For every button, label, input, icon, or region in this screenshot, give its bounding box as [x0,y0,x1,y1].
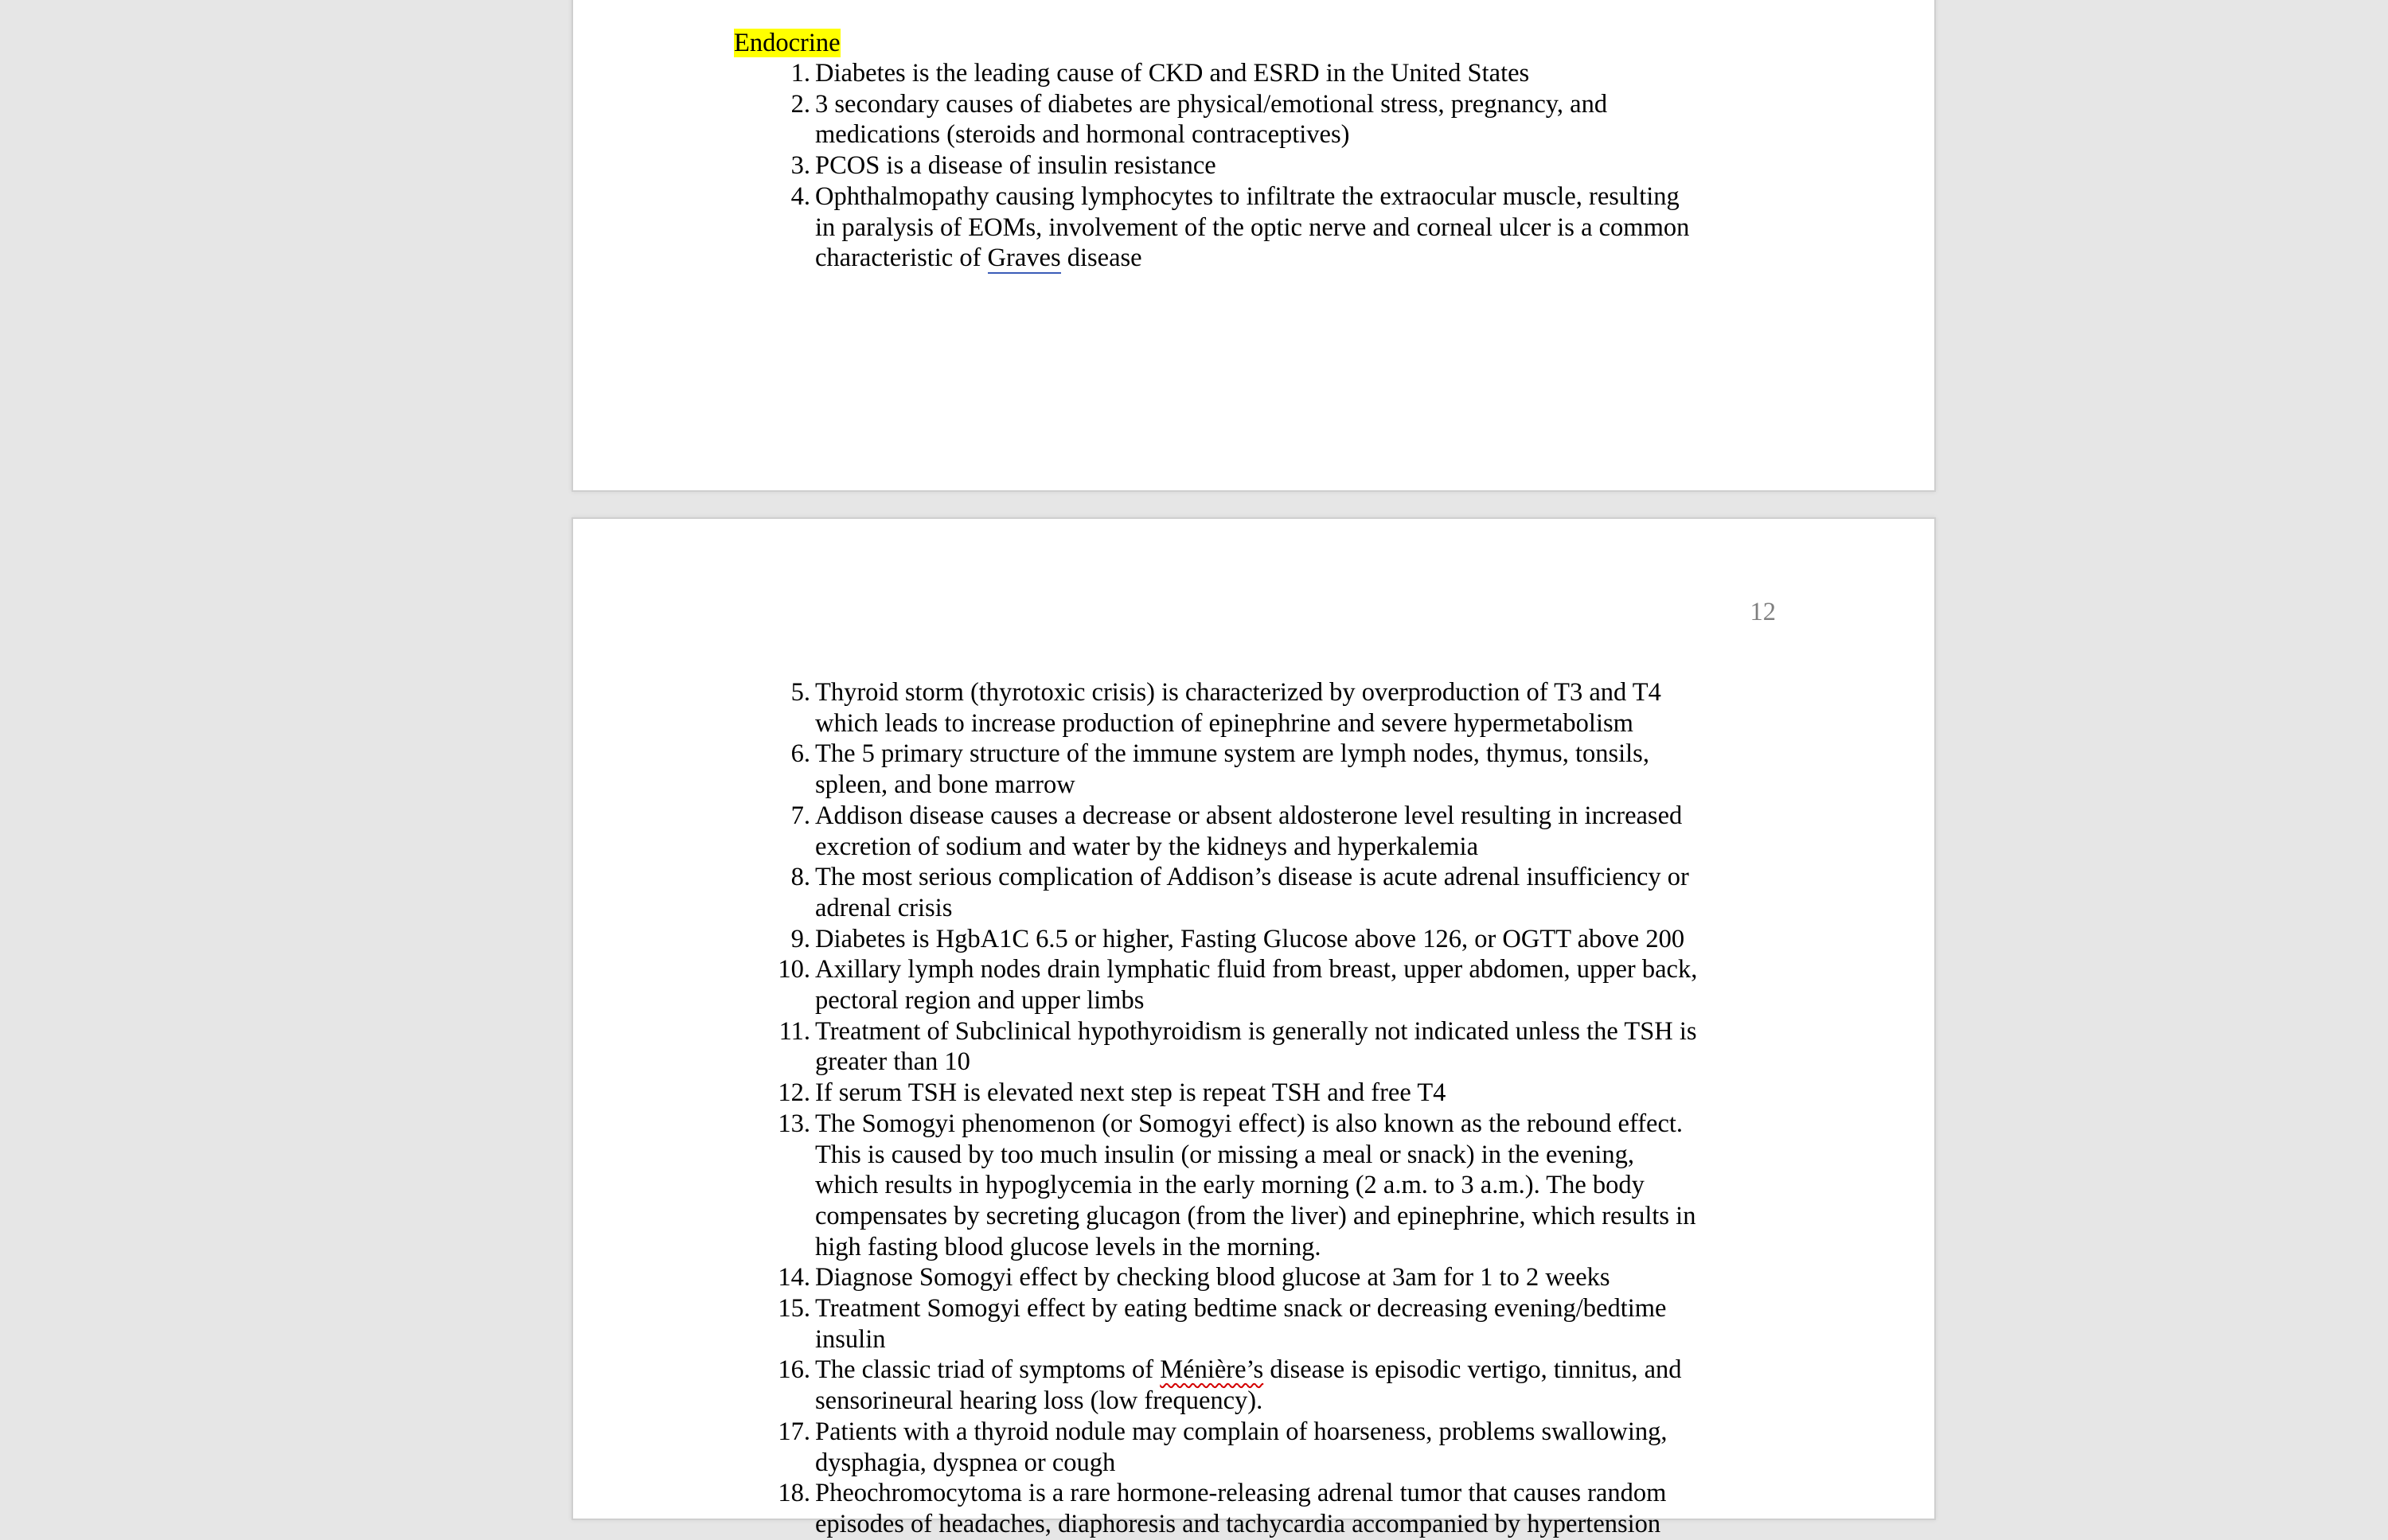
list-item-number: 14. [778,1263,810,1292]
list-item [734,181,1700,274]
list-item-number: 13. [778,1109,810,1138]
list-item-number: 10. [778,955,810,984]
page-number: 12 [1750,598,1776,626]
list-item [734,739,1700,800]
list-item-number: 8. [790,863,810,892]
document-page-1 [572,0,1936,492]
list-item-number: 15. [778,1294,810,1324]
list-item-text: Addison disease causes a decrease or absent aldosterone level resulting in increased excretion of sodium and water by the kidneys and hyperkalemia [815,801,1683,861]
list-item-number: 9. [790,924,810,953]
list-item-text: Thyroid storm (thyrotoxic crisis) is characterized by overproduction of T3 and T4 which leads to increase production of epinephrine and severe hypermetabolism [815,678,1661,738]
list-item [734,1293,1700,1355]
list-item-number: 7. [790,801,810,830]
list-item-text: Treatment of Subclinical hypothyroidism is generally not indicated unless the TSH is greater than 10 [815,1016,1697,1077]
list-item-text: Diagnose Somogyi effect by checking blood glucose at 3am for 1 to 2 weeks [815,1263,1610,1292]
list-item [734,1016,1700,1078]
grammar-flag-word[interactable]: Graves [987,244,1061,273]
list-item [734,677,1700,739]
list-item [734,954,1700,1016]
list-item-text: Treatment Somogyi effect by eating bedtime snack or decreasing evening/bedtime insulin [815,1294,1667,1354]
list-item-text: Diabetes is the leading cause of CKD and ESRD in the United States [815,59,1530,88]
list-item-number: 3. [790,151,810,181]
document-page-2 [572,517,1936,1538]
list-item [734,1109,1700,1263]
list-item-number: 12. [778,1078,810,1108]
list-item-text: Axillary lymph nodes drain lymphatic fluid from breast, upper abdomen, upper back, pectoral region and upper limbs [815,955,1698,1016]
list-item-text: The 5 primary structure of the immune system are lymph nodes, thymus, tonsils, spleen, and bone marrow [815,739,1649,800]
list-item [734,1355,1700,1416]
list-item-text: Diabetes is HgbA1C 6.5 or higher, Fasting Glucose above 126, or OGTT above 200 [815,924,1685,953]
list-item-text: Pheochromocytoma is a rare hormone-releasing adrenal tumor that causes random episodes of headaches, diaphoresis and tachycardia accompanied by hypertension [815,1479,1667,1538]
spelling-flag-word[interactable]: Ménière’s [1160,1355,1264,1385]
list-item-number: 6. [790,739,810,769]
list-item-text: 3 secondary causes of diabetes are physical/emotional stress, pregnancy, and medications (steroids and hormonal contraceptives) [815,89,1608,150]
list-item-number: 18. [778,1479,810,1508]
list-item-text: The most serious complication of Addison’s disease is acute adrenal insufficiency or adrenal crisis [815,863,1689,922]
numbered-list-page-1 [734,58,1700,274]
list-item-text: disease is episodic vertigo, tinnitus, and sensorineural hearing loss (low frequency). [815,1355,1682,1416]
list-item [734,924,1700,955]
list-item [734,862,1700,923]
list-item-number: 2. [790,89,810,119]
section-heading-text: Endocrine [734,29,841,57]
section-heading [734,28,841,59]
list-item [734,1078,1700,1109]
list-item-number: 4. [790,181,810,211]
list-item [734,89,1700,150]
list-item-number: 11. [778,1016,810,1046]
list-item-number: 17. [778,1417,810,1446]
list-item [734,150,1700,181]
list-item-number: 16. [778,1355,810,1385]
list-item [734,58,1700,89]
list-item-text: Patients with a thyroid nodule may complain of hoarseness, problems swallowing, dysphagia, dyspnea or cough [815,1417,1668,1477]
numbered-list-page-2 [734,677,1700,1540]
list-item [734,1478,1700,1539]
list-item-text: The Somogyi phenomenon (or Somogyi effect) is also known as the rebound effect. This is caused by too much insulin (or missing a meal or snack) in the evening, which results in hypoglycemia in the early morning (2 a.m. to 3 a.m.). The body compensates by secreting glucagon (from the liver) and epinephrine, which results in high fasting blood glucose levels in the morning. [815,1109,1696,1261]
list-item-number: 5. [790,678,810,707]
list-item [734,1262,1700,1293]
list-item-number: 1. [790,59,810,88]
list-item-text: The classic triad of symptoms of [815,1355,1161,1385]
list-item [734,801,1700,862]
list-item-text: PCOS is a disease of insulin resistance [815,151,1216,181]
list-item-text: If serum TSH is elevated next step is repeat TSH and free T4 [815,1078,1446,1108]
list-item-text: Ophthalmopathy causing lymphocytes to infiltrate the extraocular muscle, resulting in paralysis of EOMs, involvement of the optic nerve and corneal ulcer is a common characteristic of [815,181,1690,273]
list-item [734,1417,1700,1478]
list-item-text: disease [1060,244,1142,273]
